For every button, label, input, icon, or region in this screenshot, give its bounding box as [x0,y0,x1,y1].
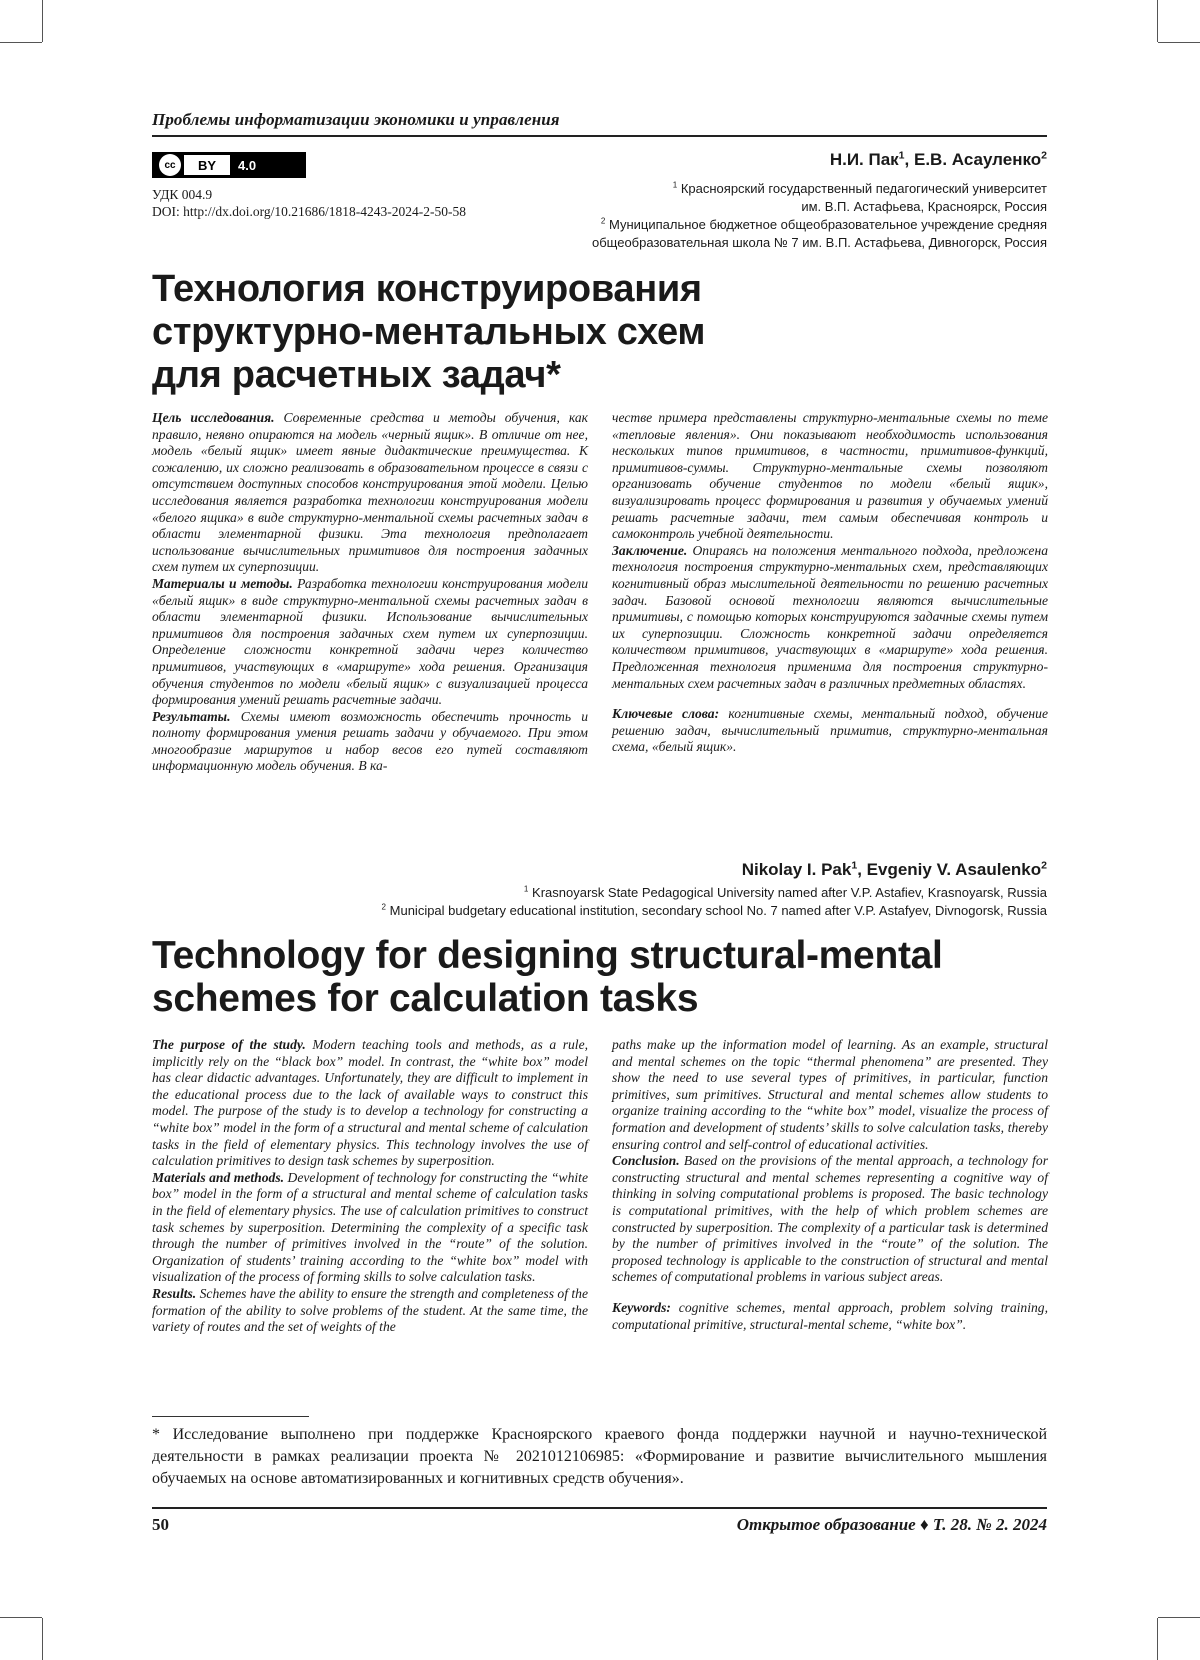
section-text: Schemes have the ability to ensure the strength and completeness of the formation of the ability to solve problems of the student. At the same time, the variety of routes and the set of weights of the [152,1285,588,1335]
crop-mark [1158,1617,1200,1618]
affil-marker: 2 [1041,859,1047,872]
crop-mark [1157,0,1158,42]
keywords-label: Keywords: [612,1299,671,1315]
article-meta [152,186,466,220]
authors-ru [830,150,1047,170]
author-name: Н.И. Пак [829,150,899,169]
section-text: Development of technology for constructing the “white box” model in the form of a structural and mental scheme of calculation tasks in the field of elementary physics. The use of calculation primitives to construct task schemes by superposition. Determining the complexity of a specific task through the number of primitives involved in the “route” of the solution. Organization of students’ training according to the “white box” model with visualization of the process of forming skills to solve calculation tasks. [152,1169,588,1285]
affil-marker: 2 [381,902,387,912]
section-text: Схемы имеют возможность обеспечить прочность и полноту формирования умения решать задачи у обучаемого. При этом многообразие маршрутов и набор весов его путей составляют информационную модель обучения. В ка- [152,708,588,774]
title-line: структурно-ментальных схем [152,311,706,353]
affil-marker: 1 [672,180,678,190]
keywords-text: когнитивные схемы, ментальный подход, обучение решению задач, вычислительный примитив, структурно-ментальная схема, «белый ящик». [612,706,1048,755]
crop-mark [42,1618,43,1660]
header-rule [152,135,1047,137]
doi-link[interactable]: DOI: http://dx.doi.org/10.21686/1818-4243-2024-2-50-58 [152,204,466,219]
section-text: честве примера представлены структурно-ментальные схемы по теме «тепловые явления». Они показывают необходимость использования нескольких типов примитивов, в частности, примитивов-функций, примитивов-суммы. Структурно-ментальные схемы позволяют организовать обучение студентов по модели «белый ящик», визуализировать процесс формирования и развития у обучаемых умений решать расчетные задачи, тем самым обеспечивая контроль и самоконтроль учебной деятельности. [612,410,1048,542]
crop-mark [42,0,43,42]
abstract-ru-col2 [612,410,1048,756]
authors-en [742,860,1047,880]
affiliation-1-cont: им. В.П. Астафьева, Красноярск, Россия [801,199,1047,214]
author-separator: , [857,860,867,879]
affiliation-1: Krasnoyarsk State Pedagogical University named after V.P. Astafiev, Krasnoyarsk, Russia [532,885,1047,900]
article-title-en [152,934,1052,1020]
keywords-label: Ключевые слова: [612,706,720,722]
title-line: schemes for calculation tasks [152,977,699,1020]
udk-code: УДК 004.9 [152,187,213,202]
affiliations-ru [592,180,1047,252]
abstract-ru-col1 [152,410,588,775]
footer-rule [152,1507,1047,1509]
crop-mark [0,1617,42,1618]
abstract-en-col1 [152,1037,588,1336]
title-line: Технология конструирования [152,268,702,310]
funding-footnote: * Исследование выполнено при поддержке Красноярского краевого фонда поддержки научной и научно-технической деятельности в рамках реализации проекта № 2021012106985: «Формирование и развитие вычислительного мышления обучаемых на основе автоматизированных и когнитивных средств обучения». [152,1426,1047,1487]
title-line: Technology for designing structural-mental [152,934,943,977]
cc-version: 4.0 [238,157,257,173]
section-label: The purpose of the study. [152,1037,306,1052]
section-label: Materials and methods. [152,1169,285,1185]
affiliation-2: Municipal budgetary educational institution, secondary school No. 7 named after V.P. Astafyev, Divnogorsk, Russia [389,903,1047,918]
affil-marker: 1 [523,884,529,894]
article-title-ru [152,268,1032,397]
section-label: Материалы и методы. [152,575,293,591]
author-separator: , [904,150,914,169]
author-name: Nikolay I. Pak [741,860,852,879]
section-label: Результаты. [152,708,231,724]
affiliations-en [382,884,1047,920]
footnote-rule [152,1416,309,1417]
affil-marker: 2 [1041,149,1047,162]
section-label: Conclusion. [612,1153,680,1169]
section-text: paths make up the information model of learning. As an example, structural and mental schemes on the topic “thermal phenomena” are presented. They show the need to use several types of primitives, in particular, function primitives, sum primitives. Structural and mental schemes allow students to organize training according to the “white box” model, visualize the process of formation and development of students’ skills to solve calculation tasks, thereby ensuring control and self-control of educational activities. [612,1037,1048,1152]
affil-marker: 1 [898,149,905,162]
section-label: Заключение. [612,542,688,558]
affiliation-2-cont: общеобразовательная школа № 7 им. В.П. Астафьева, Дивногорск, Россия [592,235,1047,250]
abstract-en-col2 [612,1037,1048,1333]
footer-journal-issue: Открытое образование ♦ Т. 28. № 2. 2024 [736,1515,1047,1534]
title-line: для расчетных задач* [152,354,561,396]
cc-license-badge[interactable] [152,152,306,178]
section-text: Современные средства и методы обучения, как правило, неявно опираются на модель «черный ящик». В отличие от нее, модель «белый ящик» имеет явные дидактические преимущества. К сожалению, их сложно реализовать в образовательном процессе в связи с отсутствием доступных способов конструирования этой модели. Целью исследования является разработка технологии конструирования модели «белого ящика» в виде структурно-ментальной схемы расчетных задач в области элементарной физики. Эта технология предполагает использование вычислительных примитивов для построения задачных схем путем их суперпозиции. [152,410,589,575]
affiliation-1: Красноярский государственный педагогический университет [680,181,1047,196]
keywords-text: cognitive schemes, mental approach, problem solving training, computational primitive, structural-mental scheme, “white box”. [612,1299,1048,1332]
section-text: Modern teaching tools and methods, as a rule, implicitly rely on the “black box” model. In contrast, the “white box” model has clear didactic advantages. Unfortunately, they are difficult to implement in the educational process due to the lack of available ways to construct this model. The purpose of the study is to develop a technology for constructing a “white box” model in the form of a structural and mental scheme of calculation tasks in the field of elementary physics. This technology involves the use of calculation primitives to design task schemes by superposition. [152,1037,589,1169]
page-number: 50 [152,1515,169,1534]
section-text: Опираясь на положения ментального подхода, предложена технология построения структурно-ментальных схем, представляющих когнитивный образ мыслительной деятельности по решению расчетных задач. Базовой основой технологии являются вычислительные примитивы, с помощью которых конструируются задачные схемы путем их суперпозиции. Сложность конкретной задачи определяется количеством примитивов, участвующих в «маршруте» хода решения. Предложенная технология применима для построения структурно-ментальных схем расчетных задач в различных предметных областях. [612,542,1048,691]
crop-mark [1157,1618,1158,1660]
journal-section-header: Проблемы информатизации экономики и управления [152,110,560,129]
section-text: Разработка технологии конструирования модели «белый ящик» в виде структурно-ментальной схемы расчетных задач в области элементарной физики. Использование вычислительных примитивов для построения задачных схем путем их суперпозиции. Определение сложности конкретной задачи через количество примитивов, участвующих в «маршруте» хода решения. Организация обучения студентов по модели «белый ящик» с визуализацией процесса формирования умений решать расчетные задачи. [152,575,588,708]
section-label: Results. [152,1285,197,1301]
affiliation-2: Муниципальное бюджетное общеобразовательное учреждение средняя [608,217,1047,232]
crop-mark [0,42,42,43]
crop-mark [1158,42,1200,43]
author-name: Е.В. Асауленко [913,150,1042,169]
section-text: Based on the provisions of the mental approach, a technology for constructing structural and mental schemes representing a cognitive way of thinking in solving computational problems is proposed. The basic technology is computational primitives, with the help of which problem schemes are constructed by superposition. The complexity of a particular task is determined by the number of primitives involved in the “route” of the solution. The proposed technology is applicable to the construction of structural and mental schemes of computational problems in various subject areas. [612,1153,1048,1285]
cc-icon: cc [159,154,181,176]
cc-by-label: BY [184,155,230,175]
author-name: Evgeniy V. Asaulenko [866,860,1042,879]
affil-marker: 1 [851,859,858,872]
section-label: Цель исследования. [152,410,275,425]
affil-marker: 2 [600,216,606,226]
